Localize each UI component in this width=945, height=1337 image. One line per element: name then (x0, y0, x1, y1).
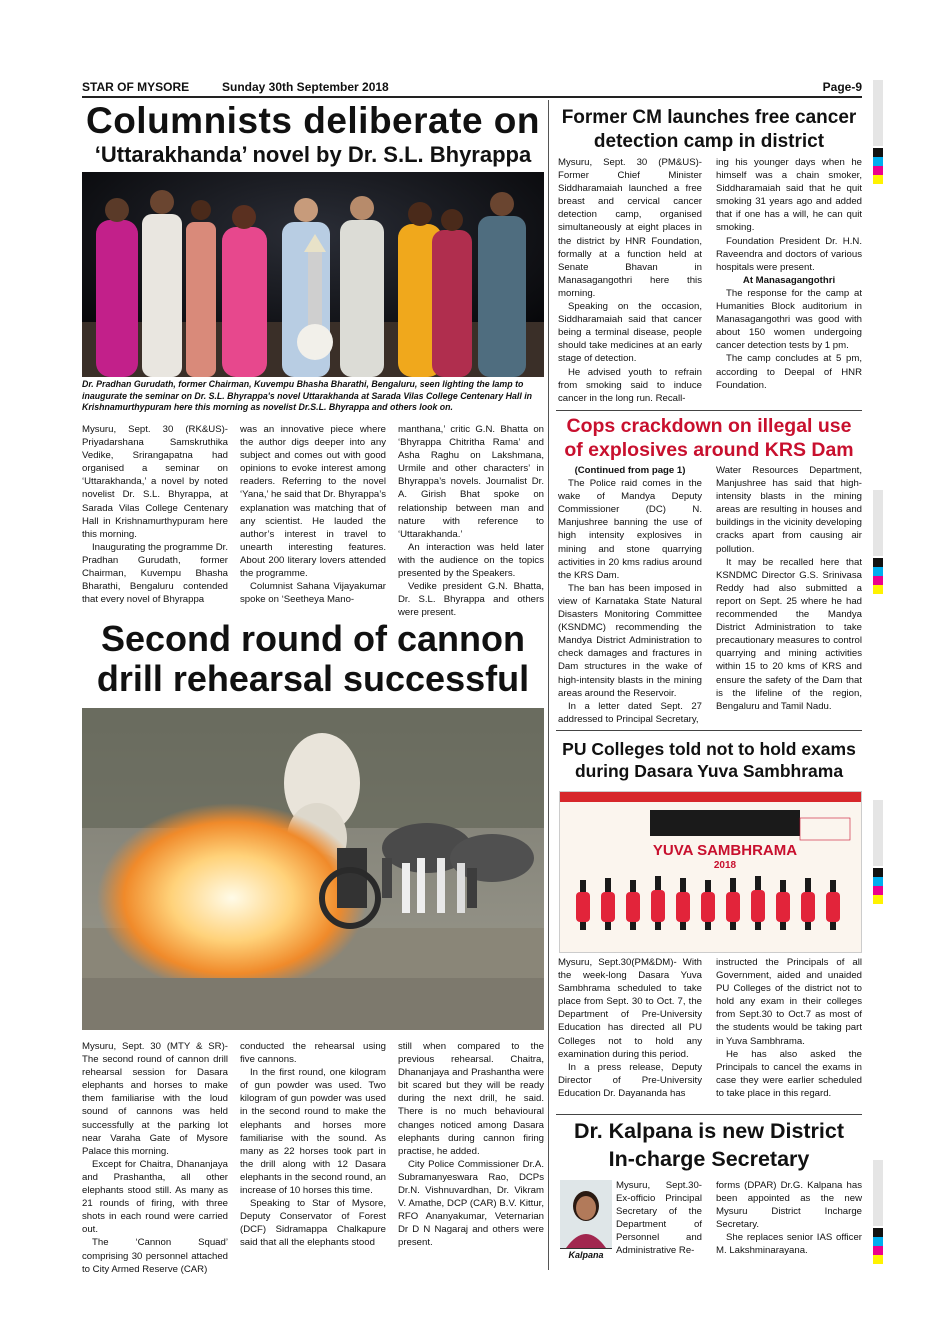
article2-headline-line2: drill rehearsal successful (96, 658, 530, 699)
cannon-drill-photo (82, 708, 544, 1030)
continuation-note: (Continued from page 1) (574, 465, 686, 476)
paragraph: He has also asked the Principals to cancel the exams in case they were earlier scheduled to take place in this regard. (716, 1048, 862, 1099)
paragraph: The ban has been imposed in view of Karnataka State Natural Disasters Monitoring Committee (KSNDMC) recommending the Mandya District Administration to check damages and fractures in Dam structures in the wake of high-intensity blasts in the mining areas around the Reservoir. (558, 582, 702, 699)
article5-column-2 (716, 956, 862, 1100)
paragraph: Mysuru, Sept.30- Ex-officio Principal Secretary of the Department of Personnel and Administrative Re- (616, 1180, 702, 1257)
paragraph: In a letter dated Sept. 27 addressed to Principal Secretary, (558, 700, 702, 725)
seminar-photo-caption: Dr. Pradhan Gurudath, former Chairman, Kuvempu Bhasha Bharathi, Bengaluru, seen lighting the lamp to inaugurate the seminar on Dr. S.L. Bhyrappa's novel Uttarakhanda at Sarada Vilas College Centenary Hall in Krishnamurthypuram here this morning as novelist Dr.S.L. Bhyrappa and others look on. (82, 379, 533, 412)
article4-column-1 (558, 464, 702, 726)
article2-headline-line1: Second round of cannon (101, 618, 525, 659)
paragraph: still when compared to the previous rehearsal. Chaitra, Dhananjaya and Prashantha were bit scared but they will be ready during the next drill, he said. There is no much behavioural changes noticed among Dasara elephants during cannon firing practise, he added. (398, 1041, 544, 1157)
article3-column-2 (716, 156, 862, 392)
paragraph: Mysuru, Sept. 30 (PM&US)- Former Chief Minister Siddharamaiah launched a free breast and cervical cancer detection camp, organised simultaneously at eight places in the district by HNR Foundation, formally at a function held at Senate Bhavan in Manasagangothri here this morning. (558, 157, 702, 299)
paragraph: Except for Chaitra, Dhananjaya and Prashantha, all other elephants stood still. As many as 21 rounds of firing, with three shots in each round were carried out. (82, 1158, 228, 1236)
article2-column-2 (240, 1040, 386, 1250)
paragraph: He advised youth to refrain from smoking said to induce cancer in the long run. Recall- (558, 366, 702, 404)
section-divider (556, 410, 862, 411)
article4-headline-line1: Cops crackdown on illegal use (566, 415, 852, 437)
article5-headline-line2: during Dasara Yuva Sambhrama (574, 761, 844, 781)
paragraph: instructed the Principals of all Government, aided and unaided PU Colleges of the district not to hold any exam in their colleges from Sept.30 to Oct.7 as most of the students would be taking part in Yuva Sambhrama. (716, 957, 862, 1047)
paragraph: The ‘Cannon Squad’ comprising 30 personnel attached to City Armed Reserve (CAR) (82, 1237, 228, 1275)
paragraph: Mysuru, Sept. 30 (RK&US)- Priyadarshana Samskruthika Vedike, Srirangapatna had organised a seminar on ‘Uttarakhanda,’ a novel by noted novelist Dr. S.L. Bhyrappa, at Sarada Vilas College Centenary Hall in Krishnamurthypuram here this morning. (82, 424, 228, 540)
paragraph: Mysuru, Sept.30(PM&DM)- With the week-long Dasara Yuva Sambhrama scheduled to take place from Sept. 30 to Oct. 7, the Department of Pre-University Education has directed all PU Colleges not to hold any examination during this period. (558, 957, 702, 1060)
portrait-caption: Kalpana (560, 1248, 612, 1260)
section-divider (556, 1114, 862, 1115)
poster-year: 2018 (713, 860, 737, 871)
color-registration-bar (873, 148, 883, 186)
registration-gray (873, 1160, 883, 1226)
paragraph: Foundation President Dr. H.N. Raveendra and doctors of various hospitals were present. (716, 235, 862, 273)
subheading: At Manasagangothri (742, 274, 836, 286)
page-number: Page-9 (822, 80, 862, 94)
article6-column-1 (616, 1179, 702, 1258)
article2-column-1 (82, 1040, 228, 1276)
color-registration-bar (873, 868, 883, 906)
article2-column-3 (398, 1040, 544, 1250)
paragraph: The camp concludes at 5 pm, according to Deepal of HNR Foundation. (716, 353, 862, 391)
paragraph: forms (DPAR) Dr.G. Kalpana has been appointed as the new Mysuru District Incharge Secretary. (716, 1180, 862, 1231)
article1-column-2 (240, 423, 386, 606)
article3-headline-line1: Former CM launches free cancer (561, 107, 857, 128)
article3-headline-line2: detection camp in district (593, 131, 825, 152)
paragraph: ing his younger days when he himself was a chain smoker, Siddharamaiah said that he quit smoking 31 years ago and added that if one has a will, he can quit smoking. (716, 157, 862, 234)
paragraph: An interaction was held later with the audience on the topics presented by the Speakers. (398, 541, 544, 580)
paragraph: In a press release, Deputy Director of Pre-University Education Dr. Dayananda has (558, 1061, 702, 1099)
masthead-rule (82, 96, 862, 98)
yuva-sambhrama-poster (559, 791, 862, 953)
section-divider (556, 730, 862, 731)
seminar-photo (82, 172, 544, 377)
article1-column-3 (398, 423, 544, 619)
registration-gray (873, 490, 883, 556)
paper-name: STAR OF MYSORE (82, 80, 190, 94)
paragraph: conducted the rehearsal using five cannons. (240, 1041, 386, 1066)
paragraph: manthana,’ critic G.N. Bhatta on ‘Bhyrappa Chitritha Rama’ and Asha Raghu on Lakshmana, Urmile and other characters’ in Bhyrappa’s novels. Journalist Dr. A. Girish Bhat spoke on relationship between man and nature with reference to ‘Uttarakhanda.’ (398, 424, 544, 540)
article5-headline-line1: PU Colleges told not to hold exams (562, 739, 856, 759)
article1-headline: Columnists deliberate on (85, 100, 540, 141)
paragraph: Vedike president G.N. Bhatta, Dr. S.L. Bhyrappa and others were present. (398, 581, 544, 619)
paragraph: It may be recalled here that KSNDMC Director G.S. Srinivasa Reddy had also submitted a report on Sept. 25 where he had recommended the Mandya District Administration to take precautionary measures to control quarrying and mining activities within 15 to 20 kms of KRS and ensure the safety of the Dam that is the lifeline of the region, Bengaluru and Tamil Nadu. (716, 556, 862, 712)
paragraph: The Police raid comes in the wake of Mandya Deputy Commissioner (DC) N. Manjushree banning the use of high intensity explosives in mining and stone quarrying activities in 20 kms radius around the KRS Dam. (558, 478, 702, 581)
masthead (82, 79, 862, 96)
color-registration-bar (873, 558, 883, 596)
color-registration-bar (873, 1228, 883, 1266)
paragraph: In the first round, one kilogram of gun powder was used. Two kilogram of gun powder was used in the second round to make the elephants and horses more familiarise with the sound. As many as 22 horses took part in the drill along with 12 Dasara elephants in the second round, an increase of 10 horses this time. (240, 1067, 386, 1197)
registration-gray (873, 80, 883, 146)
paragraph: The response for the camp at Humanities Block auditorium in Manasagangothri was good with about 150 women undergoing cancer detection tests by 1 pm. (716, 287, 862, 352)
paragraph: She replaces senior IAS officer M. Lakshminarayana. (716, 1232, 862, 1257)
paragraph: Water Resources Department, Manjushree has said that high-intensity blasts in the mining areas are resulting in houses and buildings in the vicinity developing cracks apart from causing air pollution. (716, 465, 862, 555)
article4-column-2 (716, 464, 862, 713)
article1-subheadline: ‘Uttarakhanda’ novel by Dr. S.L. Bhyrappa (94, 142, 532, 167)
article6-headline-line1: Dr. Kalpana is new District (573, 1119, 845, 1143)
paragraph: Columnist Sahana Vijayakumar spoke on ‘Seetheya Mano- (240, 581, 386, 606)
paragraph: Mysuru, Sept. 30 (MTY & SR)- The second round of cannon drill rehearsal session for Dasara elephants and horses to make them familiarise with the loud sound of cannons was held successfully at the parking lot near Varaha Gate of Mysore Palace this morning. (82, 1041, 228, 1157)
article6-column-2 (716, 1179, 862, 1258)
poster-title: YUVA SAMBHRAMA (652, 842, 798, 859)
paragraph: Inaugurating the programme Dr. Pradhan Gurudath, former Chairman, Kuvempu Bhasha Bharathi, Bengaluru contended that every novel of Bhyrappa (82, 541, 228, 606)
article1-column-1 (82, 423, 228, 606)
registration-gray (873, 800, 883, 866)
paragraph: City Police Commissioner Dr.A. Subramanyeswara Rao, DCPs Dr.N. Vishnuvardhan, Dr. Vikram V. Amathe, DCP (CAR) B.V. Kittur, RFO Ananyakumar, Veternarian Dr D N Nagaraj and others were present. (398, 1158, 544, 1249)
article5-column-1 (558, 956, 702, 1100)
issue-date: Sunday 30th September 2018 (222, 80, 389, 94)
column-divider (548, 100, 549, 1270)
article4-headline-line2: of explosives around KRS Dam (564, 439, 854, 461)
paragraph: was an innovative piece where the author digs deeper into any subject and comes out with good opinions to evoke interest among readers. Referring to the novel ‘Yana,’ he said that Dr. Bhyrappa’s explanation was matching that of any scientist. He lauded the author’s interest in travel to unearth interesting features. About 200 literary lovers attended the programme. (240, 424, 386, 580)
article3-column-1 (558, 156, 702, 405)
paragraph: Speaking to Star of Mysore, Deputy Conservator of Forest (DCF) Sidramappa Chalkapure said that all the elephants stood (240, 1198, 386, 1249)
kalpana-portrait (560, 1180, 612, 1248)
article6-headline-line2: In-charge Secretary (608, 1147, 810, 1171)
paragraph: Speaking on the occasion, Siddharamaiah said that cancer being a terminal disease, people should take medicines at an early stage of detection. (558, 301, 702, 365)
